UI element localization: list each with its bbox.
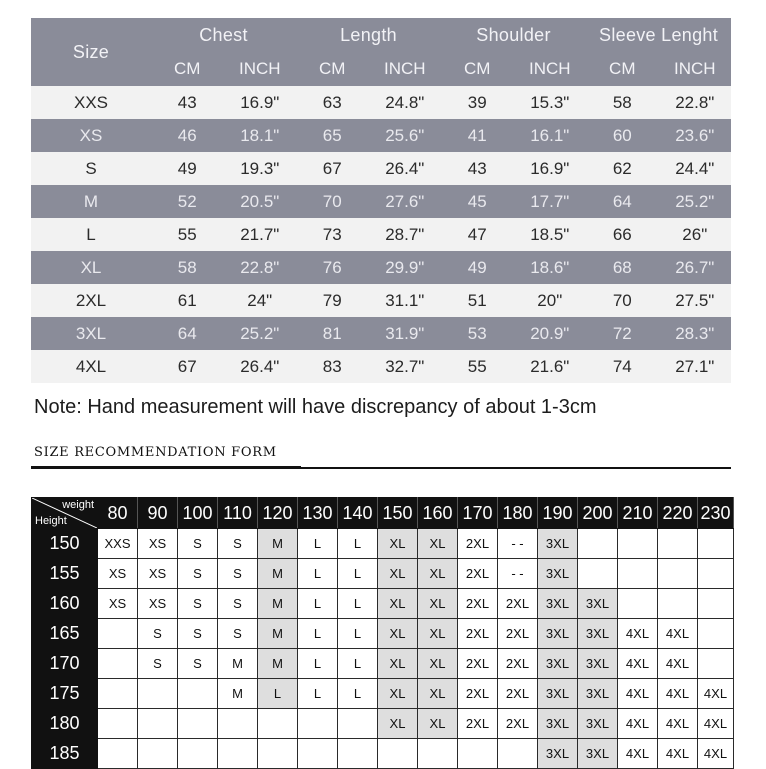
measurement-cell: 20.9" [514, 317, 587, 350]
recommended-size-cell: 3XL [538, 679, 578, 709]
recommended-size-cell: 4XL [618, 739, 658, 769]
recommended-size-cell: - - [498, 529, 538, 559]
measurement-cell: 43 [151, 86, 224, 119]
recommended-size-cell [578, 559, 618, 589]
measurement-cell: 61 [151, 284, 224, 317]
recommended-size-cell [258, 739, 298, 769]
weight-header-cell: 120 [258, 498, 298, 529]
recommended-size-cell [698, 649, 734, 679]
recommended-size-cell: 2XL [458, 709, 498, 739]
height-row [32, 709, 734, 739]
measurement-cell: 49 [441, 251, 514, 284]
recommended-size-cell: 2XL [458, 559, 498, 589]
measurement-cell: 65 [296, 119, 369, 152]
recommended-size-cell [698, 559, 734, 589]
measurement-cell: 74 [586, 350, 659, 383]
title-divider-accent [31, 466, 301, 469]
recommended-size-cell: 2XL [498, 589, 538, 619]
recommended-size-cell [338, 739, 378, 769]
size-name-cell: M [31, 185, 151, 218]
recommended-size-cell: 2XL [498, 709, 538, 739]
recommended-size-cell: 2XL [458, 679, 498, 709]
recommended-size-cell: 2XL [498, 649, 538, 679]
measurement-note: Note: Hand measurement will have discrepancy of about 1-3cm [34, 396, 597, 418]
measurement-cell: 25.6" [369, 119, 442, 152]
recommended-size-cell: 3XL [578, 649, 618, 679]
unit-header: CM [296, 52, 369, 86]
measurement-cell: 27.1" [659, 350, 732, 383]
recommended-size-cell [218, 739, 258, 769]
recommended-size-cell: XL [378, 559, 418, 589]
measurement-cell: 49 [151, 152, 224, 185]
measurement-cell: 26" [659, 218, 732, 251]
length-header: Length [296, 18, 441, 52]
weight-header-cell: 220 [658, 498, 698, 529]
measurement-cell: 31.1" [369, 284, 442, 317]
measurement-cell: 47 [441, 218, 514, 251]
height-label-cell: 155 [32, 559, 98, 589]
recommended-size-cell: S [178, 649, 218, 679]
recommended-size-cell [658, 589, 698, 619]
measurement-cell: 58 [151, 251, 224, 284]
height-row [32, 619, 734, 649]
size-row [31, 86, 731, 119]
unit-header: CM [151, 52, 224, 86]
weight-header-cell: 180 [498, 498, 538, 529]
measurement-cell: 28.3" [659, 317, 732, 350]
weight-header-cell: 130 [298, 498, 338, 529]
recommended-size-cell: 3XL [538, 739, 578, 769]
height-row [32, 739, 734, 769]
recommended-size-cell: 2XL [498, 679, 538, 709]
measurement-cell: 70 [586, 284, 659, 317]
recommended-size-cell [658, 559, 698, 589]
recommended-size-cell: 3XL [578, 709, 618, 739]
recommended-size-cell: 4XL [658, 619, 698, 649]
recommended-size-cell: 3XL [578, 679, 618, 709]
recommended-size-cell: 4XL [698, 739, 734, 769]
size-name-cell: XS [31, 119, 151, 152]
recommended-size-cell [338, 709, 378, 739]
recommended-size-cell [98, 649, 138, 679]
weight-header-row [32, 498, 734, 529]
height-row [32, 649, 734, 679]
measurement-cell: 26.4" [224, 350, 297, 383]
measurement-cell: 66 [586, 218, 659, 251]
recommended-size-cell: 4XL [618, 649, 658, 679]
measurement-cell: 32.7" [369, 350, 442, 383]
recommended-size-cell: 3XL [578, 739, 618, 769]
size-name-cell: XL [31, 251, 151, 284]
recommended-size-cell: M [258, 619, 298, 649]
recommended-size-cell: XS [98, 589, 138, 619]
recommended-size-cell: L [258, 679, 298, 709]
recommended-size-cell: S [178, 619, 218, 649]
measurement-cell: 83 [296, 350, 369, 383]
measurement-cell: 26.7" [659, 251, 732, 284]
recommended-size-cell [618, 559, 658, 589]
recommended-size-cell: L [298, 679, 338, 709]
measurement-cell: 20" [514, 284, 587, 317]
measurement-cell: 76 [296, 251, 369, 284]
recommended-size-cell: XXS [98, 529, 138, 559]
recommended-size-cell [218, 709, 258, 739]
measurement-cell: 41 [441, 119, 514, 152]
measurement-cell: 16.9" [514, 152, 587, 185]
recommended-size-cell: 2XL [498, 619, 538, 649]
recommended-size-cell [298, 709, 338, 739]
size-name-cell: 2XL [31, 284, 151, 317]
weight-header-cell: 150 [378, 498, 418, 529]
size-name-cell: 4XL [31, 350, 151, 383]
measurement-cell: 17.7" [514, 185, 587, 218]
measurement-cell: 25.2" [659, 185, 732, 218]
size-column-header: Size [31, 18, 151, 86]
weight-header-cell: 170 [458, 498, 498, 529]
recommended-size-cell: L [338, 529, 378, 559]
recommended-size-cell [138, 709, 178, 739]
measurement-cell: 18.5" [514, 218, 587, 251]
recommended-size-cell: XL [378, 679, 418, 709]
recommended-size-cell: L [338, 559, 378, 589]
measurement-cell: 27.6" [369, 185, 442, 218]
recommended-size-cell: M [258, 589, 298, 619]
recommended-size-cell: 3XL [538, 619, 578, 649]
recommended-size-cell: XL [378, 619, 418, 649]
recommended-size-cell: XL [418, 559, 458, 589]
recommended-size-cell: XL [378, 589, 418, 619]
recommended-size-cell: 2XL [458, 529, 498, 559]
measurement-cell: 25.2" [224, 317, 297, 350]
unit-header: INCH [369, 52, 442, 86]
recommended-size-cell [258, 709, 298, 739]
unit-header: INCH [659, 52, 732, 86]
recommended-size-cell: 4XL [618, 679, 658, 709]
weight-header-cell: 140 [338, 498, 378, 529]
recommended-size-cell [698, 529, 734, 559]
recommended-size-cell [178, 709, 218, 739]
recommended-size-cell [98, 679, 138, 709]
weight-header-cell: 110 [218, 498, 258, 529]
recommended-size-cell [658, 529, 698, 559]
height-row [32, 529, 734, 559]
measurement-cell: 60 [586, 119, 659, 152]
recommended-size-cell: 3XL [578, 619, 618, 649]
recommended-size-cell: 4XL [698, 679, 734, 709]
weight-header-cell: 210 [618, 498, 658, 529]
measurement-cell: 24" [224, 284, 297, 317]
size-chart-group-header [31, 18, 731, 52]
recommended-size-cell: 3XL [538, 649, 578, 679]
recommended-size-cell: M [218, 679, 258, 709]
recommended-size-cell: 4XL [618, 619, 658, 649]
recommended-size-cell: XL [418, 709, 458, 739]
recommended-size-cell: 4XL [698, 709, 734, 739]
recommended-size-cell: M [258, 529, 298, 559]
recommended-size-cell [98, 619, 138, 649]
recommended-size-cell [698, 589, 734, 619]
recommended-size-cell: S [218, 589, 258, 619]
height-axis-label: Height [35, 515, 67, 527]
recommended-size-cell: 2XL [458, 589, 498, 619]
recommended-size-cell: 2XL [458, 619, 498, 649]
measurement-cell: 67 [296, 152, 369, 185]
measurement-cell: 20.5" [224, 185, 297, 218]
unit-header: CM [586, 52, 659, 86]
unit-header: INCH [514, 52, 587, 86]
recommended-size-cell: M [258, 559, 298, 589]
recommended-size-cell: S [178, 529, 218, 559]
recommended-size-cell: 3XL [578, 589, 618, 619]
size-chart-table [31, 18, 731, 383]
size-name-cell: S [31, 152, 151, 185]
measurement-cell: 68 [586, 251, 659, 284]
recommended-size-cell: L [298, 589, 338, 619]
sleeve-length-header: Sleeve Lenght [586, 18, 731, 52]
measurement-cell: 81 [296, 317, 369, 350]
recommended-size-cell: 4XL [658, 709, 698, 739]
weight-header-cell: 160 [418, 498, 458, 529]
measurement-cell: 52 [151, 185, 224, 218]
recommended-size-cell: 4XL [618, 709, 658, 739]
measurement-cell: 63 [296, 86, 369, 119]
recommended-size-cell: XL [378, 649, 418, 679]
recommended-size-cell: 3XL [538, 559, 578, 589]
recommended-size-cell: XL [418, 589, 458, 619]
recommended-size-cell: S [218, 619, 258, 649]
recommended-size-cell: S [138, 619, 178, 649]
recommended-size-cell: M [218, 649, 258, 679]
height-row [32, 679, 734, 709]
recommended-size-cell [98, 709, 138, 739]
measurement-cell: 72 [586, 317, 659, 350]
height-label-cell: 180 [32, 709, 98, 739]
recommended-size-cell [178, 739, 218, 769]
recommended-size-cell: XS [138, 529, 178, 559]
size-row [31, 350, 731, 383]
recommended-size-cell: L [338, 619, 378, 649]
measurement-cell: 73 [296, 218, 369, 251]
size-row [31, 251, 731, 284]
recommended-size-cell: XL [418, 649, 458, 679]
size-row [31, 185, 731, 218]
measurement-cell: 70 [296, 185, 369, 218]
measurement-cell: 62 [586, 152, 659, 185]
measurement-cell: 45 [441, 185, 514, 218]
measurement-cell: 18.6" [514, 251, 587, 284]
recommended-size-cell: 4XL [658, 649, 698, 679]
measurement-cell: 19.3" [224, 152, 297, 185]
measurement-cell: 16.1" [514, 119, 587, 152]
recommended-size-cell: L [298, 559, 338, 589]
recommended-size-cell [618, 589, 658, 619]
measurement-cell: 29.9" [369, 251, 442, 284]
recommended-size-cell: - - [498, 559, 538, 589]
size-name-cell: 3XL [31, 317, 151, 350]
measurement-cell: 21.7" [224, 218, 297, 251]
height-label-cell: 170 [32, 649, 98, 679]
recommended-size-cell: S [218, 559, 258, 589]
size-name-cell: L [31, 218, 151, 251]
recommended-size-cell: XL [418, 529, 458, 559]
recommended-size-cell: XS [98, 559, 138, 589]
unit-header: CM [441, 52, 514, 86]
recommended-size-cell: XL [378, 529, 418, 559]
recommended-size-cell: L [298, 649, 338, 679]
measurement-cell: 15.3" [514, 86, 587, 119]
recommended-size-cell: M [258, 649, 298, 679]
recommended-size-cell: XL [378, 709, 418, 739]
recommendation-body [32, 529, 734, 769]
measurement-cell: 28.7" [369, 218, 442, 251]
height-label-cell: 185 [32, 739, 98, 769]
measurement-cell: 26.4" [369, 152, 442, 185]
recommended-size-cell [298, 739, 338, 769]
recommended-size-cell: 4XL [658, 679, 698, 709]
size-name-cell: XXS [31, 86, 151, 119]
recommended-size-cell: XS [138, 559, 178, 589]
weight-header-cell: 200 [578, 498, 618, 529]
weight-header-cell: 190 [538, 498, 578, 529]
measurement-cell: 22.8" [224, 251, 297, 284]
height-label-cell: 150 [32, 529, 98, 559]
recommended-size-cell [138, 679, 178, 709]
measurement-cell: 23.6" [659, 119, 732, 152]
recommended-size-cell [138, 739, 178, 769]
size-row [31, 218, 731, 251]
recommended-size-cell: S [218, 529, 258, 559]
measurement-cell: 24.4" [659, 152, 732, 185]
measurement-cell: 16.9" [224, 86, 297, 119]
weight-header-cell: 80 [98, 498, 138, 529]
weight-header-cell: 90 [138, 498, 178, 529]
measurement-cell: 58 [586, 86, 659, 119]
weight-header-cell: 100 [178, 498, 218, 529]
measurement-cell: 21.6" [514, 350, 587, 383]
measurement-cell: 46 [151, 119, 224, 152]
measurement-cell: 43 [441, 152, 514, 185]
recommended-size-cell: L [298, 529, 338, 559]
measurement-cell: 51 [441, 284, 514, 317]
recommended-size-cell [698, 619, 734, 649]
recommended-size-cell [458, 739, 498, 769]
recommended-size-cell: 3XL [538, 529, 578, 559]
recommended-size-cell: 3XL [538, 589, 578, 619]
measurement-cell: 27.5" [659, 284, 732, 317]
recommended-size-cell [498, 739, 538, 769]
recommended-size-cell [578, 529, 618, 559]
measurement-cell: 55 [441, 350, 514, 383]
chest-header: Chest [151, 18, 296, 52]
size-chart-body [31, 86, 731, 383]
recommended-size-cell [618, 529, 658, 559]
measurement-cell: 55 [151, 218, 224, 251]
recommended-size-cell: 3XL [538, 709, 578, 739]
measurement-cell: 53 [441, 317, 514, 350]
height-label-cell: 160 [32, 589, 98, 619]
height-row [32, 559, 734, 589]
measurement-cell: 18.1" [224, 119, 297, 152]
shoulder-header: Shoulder [441, 18, 586, 52]
recommended-size-cell: S [138, 649, 178, 679]
weight-axis-label: weight [62, 499, 94, 511]
recommended-size-cell: L [338, 679, 378, 709]
recommended-size-cell: L [298, 619, 338, 649]
measurement-cell: 39 [441, 86, 514, 119]
measurement-cell: 22.8" [659, 86, 732, 119]
weight-header-cell: 230 [698, 498, 734, 529]
height-row [32, 589, 734, 619]
recommended-size-cell: L [338, 649, 378, 679]
recommended-size-cell: XL [418, 679, 458, 709]
recommended-size-cell: S [178, 589, 218, 619]
height-label-cell: 175 [32, 679, 98, 709]
height-label-cell: 165 [32, 619, 98, 649]
size-recommendation-table [31, 497, 734, 769]
recommended-size-cell [418, 739, 458, 769]
size-row [31, 317, 731, 350]
recommended-size-cell: XS [138, 589, 178, 619]
measurement-cell: 64 [586, 185, 659, 218]
recommended-size-cell: 2XL [458, 649, 498, 679]
unit-header: INCH [224, 52, 297, 86]
measurement-cell: 31.9" [369, 317, 442, 350]
size-row [31, 152, 731, 185]
measurement-cell: 64 [151, 317, 224, 350]
measurement-cell: 24.8" [369, 86, 442, 119]
measurement-cell: 67 [151, 350, 224, 383]
recommended-size-cell [98, 739, 138, 769]
recommended-size-cell: S [178, 559, 218, 589]
size-row [31, 284, 731, 317]
recommended-size-cell: L [338, 589, 378, 619]
size-row [31, 119, 731, 152]
recommended-size-cell: XL [418, 619, 458, 649]
recommended-size-cell [178, 679, 218, 709]
corner-cell [32, 498, 98, 529]
recommendation-title: SIZE RECOMMENDATION FORM [34, 445, 277, 460]
measurement-cell: 79 [296, 284, 369, 317]
recommended-size-cell: 4XL [658, 739, 698, 769]
recommended-size-cell [378, 739, 418, 769]
